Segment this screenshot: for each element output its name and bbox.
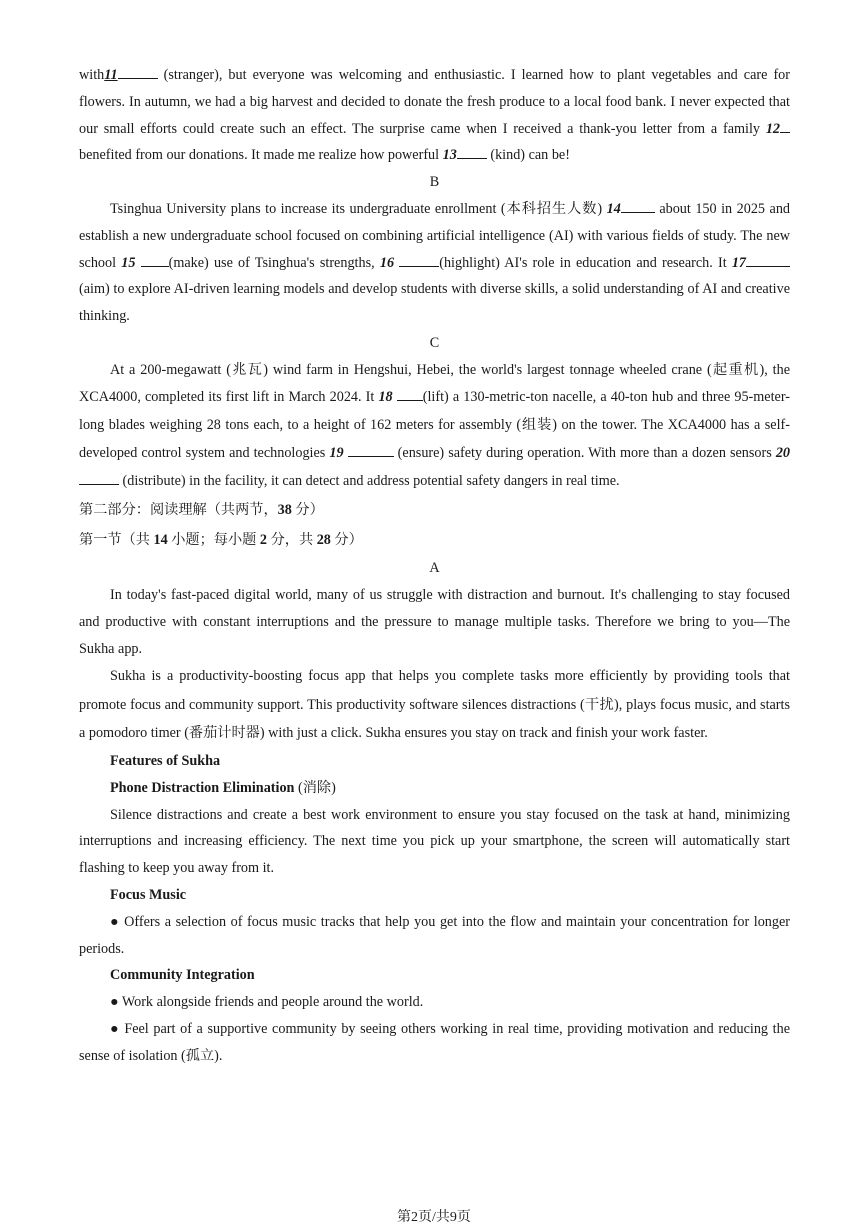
text-segment: (lift) a 130-metric-ton nacelle, a 40-ton hub and three 95-meter-long blades weighing 28 tons each, to a height of 162 meters for assembly (组装) on the tower. The XCA4000 has a self-developed control system and technologies xyxy=(79,389,790,461)
blank-12[interactable] xyxy=(780,118,790,133)
focus-music-bullet: ● Offers a selection of focus music tracks that help you get into the flow and maintain your concentration for longer periods. xyxy=(79,913,790,957)
community-bullet-1: ● Work alongside friends and people around the world. xyxy=(110,994,424,1011)
blank-14[interactable] xyxy=(621,198,655,213)
heading-text: 分，共 xyxy=(267,532,317,549)
text-segment: At a 200-megawatt (兆瓦) wind farm in Hengshui, Hebei, the world's largest tonnage wheeled crane (起重机), the XCA4000, completed its first lift in March 2024. It xyxy=(79,361,790,406)
blank-19[interactable] xyxy=(348,442,394,457)
question-number-17: 17 xyxy=(731,254,747,271)
exam-page xyxy=(79,62,790,1070)
question-number-16: 16 xyxy=(379,254,395,271)
blank-11[interactable] xyxy=(118,64,158,79)
question-number-19: 19 xyxy=(329,444,344,461)
text-segment: (ensure) safety during operation. With more than a dozen sensors xyxy=(393,444,776,461)
text-segment: (make) use of Tsinghua's strengths, xyxy=(168,254,380,271)
blank-15[interactable] xyxy=(141,252,169,267)
heading-text: 小题；每小题 xyxy=(167,532,260,549)
heading-text: 第二部分：阅读理解（共两节， xyxy=(79,502,278,519)
focus-music-heading: Focus Music xyxy=(110,886,187,903)
question-number-11: 11 xyxy=(104,67,118,83)
heading-text: 第一节（共 xyxy=(79,532,154,549)
reading-label-a: A xyxy=(429,560,440,577)
heading-total: 28 xyxy=(316,532,331,549)
question-number-14: 14 xyxy=(606,200,621,217)
heading-text: Phone Distraction Elimination xyxy=(110,779,295,796)
text-segment: (aim) to explore AI-driven learning models and develop students with diverse skills, a solid understanding of AI and creative thinking. xyxy=(79,281,790,325)
blank-13[interactable] xyxy=(457,144,487,159)
community-bullet-2: ● Feel part of a supportive community by seeing others working in real time, providing motivation and reducing the sense of isolation (孤立). xyxy=(79,1020,790,1064)
community-heading: Community Integration xyxy=(110,967,255,984)
text-segment: (highlight) AI's role in education and research. It xyxy=(439,254,732,271)
question-number-13: 13 xyxy=(442,147,457,164)
reading-a-paragraph-1: In today's fast-paced digital world, many of us struggle with distraction and burnout. It's challenging to stay focused and productive with constant interruptions and the pressure to manage multiple tasks. Therefore we bring to you—The Sukha app. xyxy=(79,587,790,657)
question-number-12: 12 xyxy=(765,120,780,137)
heading-text: 分） xyxy=(291,502,324,519)
passage-c xyxy=(79,357,790,496)
heading-count: 14 xyxy=(153,532,168,549)
heading-score: 38 xyxy=(277,502,292,519)
heading-text: 分） xyxy=(330,532,363,549)
question-number-18: 18 xyxy=(378,389,393,406)
heading-score: 2 xyxy=(259,532,268,549)
passage-a-continuation xyxy=(79,62,790,169)
blank-18[interactable] xyxy=(397,386,423,401)
phone-elimination-text: Silence distractions and create a best work environment to ensure you stay focused on the task at hand, minimizing interruptions and increasing efficiency. The next time you pick up your smartphone, the screen will automatically start flashing to keep you away from it. xyxy=(79,806,790,877)
page-number-footer: 第2页/共9页 xyxy=(397,1210,471,1225)
text-segment: (distribute) in the facility, it can detect and address potential safety dangers in real time. xyxy=(119,472,620,489)
section-label-c: C xyxy=(429,334,440,351)
text-segment: about 150 in 2025 and establish a new undergraduate school focused on combining artificial intelligence (AI) with various fields of study. The new school xyxy=(79,200,791,271)
text-segment: (kind) can be! xyxy=(486,147,570,164)
reading-a-paragraph-2: Sukha is a productivity-boosting focus app that helps you complete tasks more efficiently by providing tools that promote focus and community support. This productivity software silences distractions (干扰), plays focus music, and starts a pomodoro timer (番茄计时器) with just a click. Sukha ensures you stay on track and finish your work faster. xyxy=(79,668,790,742)
blank-17[interactable] xyxy=(746,252,790,267)
section-label-b: B xyxy=(429,174,440,191)
text-segment: (stranger), but everyone was welcoming and enthusiastic. I learned how to plant vegetables and care for flowers. In autumn, we had a big harvest and decided to donate the fresh produce to a local food bank. I never expected that our small efforts could create such an effect. The surprise came when I received a thank-you letter from a family xyxy=(79,67,790,137)
blank-16[interactable] xyxy=(399,252,439,267)
text-segment: benefited from our donations. It made me realize how powerful xyxy=(79,147,443,164)
section-one-heading xyxy=(79,525,790,555)
heading-gloss: (消除) xyxy=(294,779,336,796)
phone-elimination-heading xyxy=(79,775,790,802)
text-segment: Tsinghua University plans to increase its undergraduate enrollment (本科招生人数) xyxy=(110,200,607,217)
part-two-heading xyxy=(79,495,790,525)
blank-20[interactable] xyxy=(79,470,119,485)
question-number-15: 15 xyxy=(121,254,136,271)
text-with: with xyxy=(79,67,105,83)
features-heading: Features of Sukha xyxy=(110,752,221,769)
passage-b xyxy=(79,196,790,330)
question-number-20: 20 xyxy=(775,444,791,461)
